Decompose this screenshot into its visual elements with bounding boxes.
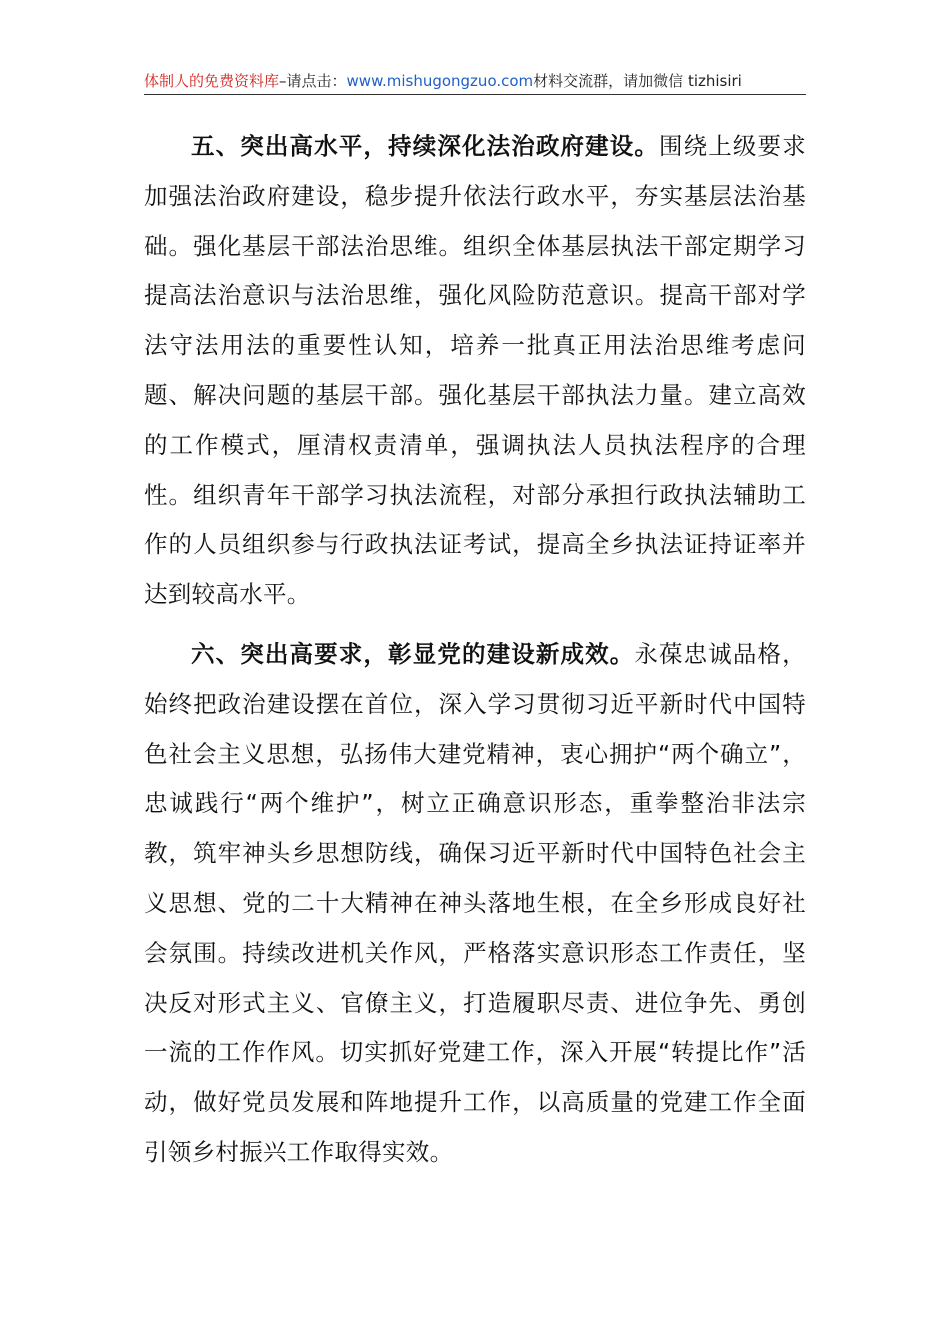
- page-header: [144, 68, 806, 95]
- section-five-heading: 五、突出高水平，持续深化法治政府建设。: [191, 132, 660, 160]
- header-brand: 体制人的免费资料库: [144, 72, 280, 90]
- header-wechat-note: 材料交流群，请加微信 tizhisiri: [533, 72, 742, 90]
- section-five-text: 围绕上级要求加强法治政府建设，稳步提升依法行政水平，夯实基层法治基础。强化基层干部法治思维。组织全体基层执法干部定期学习提高法治意识与法治思维，强化风险防范意识。提高干部对学法守法用法的重要性认知，培养一批真正用法治思维考虑问题、解决问题的基层干部。强化基层干部执法力量。建立高效的工作模式，厘清权责清单，强调执法人员执法程序的合理性。组织青年干部学习执法流程，对部分承担行政执法辅助工作的人员组织参与行政执法证考试，提高全乡执法证持证率并达到较高水平。: [144, 132, 806, 609]
- document-body: [144, 122, 806, 1178]
- header-prompt: –请点击：: [279, 72, 347, 90]
- section-five-paragraph: [144, 122, 806, 620]
- section-six-heading: 六、突出高要求，彰显党的建设新成效。: [191, 639, 635, 668]
- section-six-paragraph: [144, 630, 806, 1178]
- header-url-link[interactable]: www.mishugongzuo.com: [346, 72, 534, 90]
- section-six-text: 永葆忠诚品格，始终把政治建设摆在首位，深入学习贯彻习近平新时代中国特色社会主义思想，弘扬伟大建党精神，衷心拥护“两个确立”，忠诚践行“两个维护”，树立正确意识形态，重拳整治非法宗教，筑牢神头乡思想防线，确保习近平新时代中国特色社会主义思想、党的二十大精神在神头落地生根，在全乡形成良好社会氛围。持续改进机关作风，严格落实意识形态工作责任，坚决反对形式主义、官僚主义，打造履职尽责、进位争先、勇创一流的工作作风。切实抓好党建工作，深入开展“转提比作”活动，做好党员发展和阵地提升工作，以高质量的党建工作全面引领乡村振兴工作取得实效。: [144, 639, 806, 1166]
